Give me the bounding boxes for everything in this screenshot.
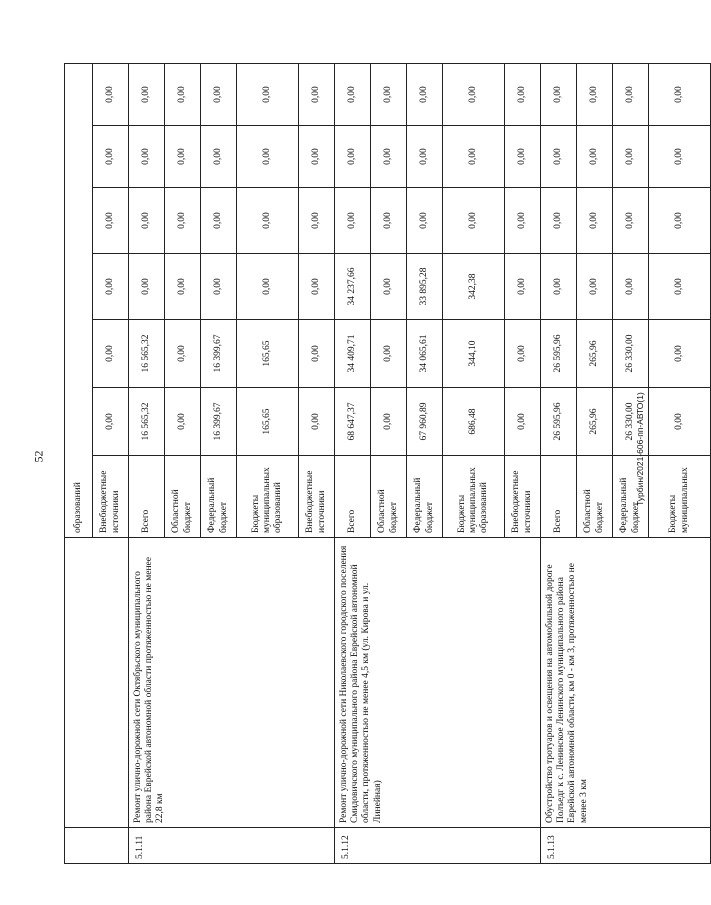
- budget-table: [64, 63, 711, 864]
- amount-cell: 0,00: [577, 64, 613, 126]
- amount-cell: 0,00: [613, 64, 649, 126]
- amount-cell: 16 399,67: [201, 320, 237, 388]
- amount-cell: 0,00: [299, 64, 335, 126]
- amount-cell: 265,96: [577, 388, 613, 456]
- amount-cell: 0,00: [93, 320, 129, 388]
- amount-cell: 0,00: [577, 126, 613, 188]
- amount-cell: 0,00: [371, 126, 407, 188]
- amount-cell: 0,00: [299, 188, 335, 254]
- section-code: 5.1.13: [541, 828, 711, 864]
- amount-cell: 0,00: [649, 64, 711, 126]
- amount-cell: 0,00: [649, 254, 711, 320]
- amount-cell: 0,00: [299, 254, 335, 320]
- amount-cell: 0,00: [407, 126, 443, 188]
- section-code: [65, 828, 129, 864]
- amount-cell: 26 330,00: [613, 320, 649, 388]
- amount-cell: 0,00: [371, 64, 407, 126]
- amount-cell: 0,00: [505, 388, 541, 456]
- amount-cell: 0,00: [165, 320, 201, 388]
- section-code: 5.1.11: [129, 828, 335, 864]
- section-name: [65, 538, 129, 828]
- amount-cell: 0,00: [201, 254, 237, 320]
- amount-cell: 0,00: [505, 126, 541, 188]
- amount-cell: 34 237,66: [335, 254, 371, 320]
- amount-cell: 0,00: [541, 126, 577, 188]
- amount-cell: 0,00: [93, 64, 129, 126]
- funding-source: Всего: [541, 456, 577, 538]
- amount-cell: 0,00: [129, 126, 165, 188]
- funding-source: Всего: [129, 456, 165, 538]
- funding-source: Бюджеты муниципальных: [649, 456, 711, 538]
- table-row: [335, 64, 371, 864]
- amount-cell: 0,00: [505, 64, 541, 126]
- amount-cell: 26 330,00: [613, 388, 649, 456]
- funding-source: Внебюджетные источники: [299, 456, 335, 538]
- amount-cell: 342,38: [443, 254, 505, 320]
- amount-cell: 0,00: [443, 126, 505, 188]
- amount-cell: 0,00: [129, 254, 165, 320]
- amount-cell: 0,00: [613, 254, 649, 320]
- amount-cell: 0,00: [577, 188, 613, 254]
- amount-cell: 0,00: [299, 320, 335, 388]
- amount-cell: 0,00: [613, 126, 649, 188]
- table-row: [65, 64, 93, 864]
- amount-cell: 68 647,37: [335, 388, 371, 456]
- amount-cell: 0,00: [165, 64, 201, 126]
- funding-source: Бюджеты муниципальных образований: [443, 456, 505, 538]
- amount-cell: 0,00: [93, 254, 129, 320]
- amount-cell: 0,00: [371, 320, 407, 388]
- amount-cell: 0,00: [577, 254, 613, 320]
- amount-cell: 34 065,61: [407, 320, 443, 388]
- amount-cell: 0,00: [201, 64, 237, 126]
- amount-cell: 344,10: [443, 320, 505, 388]
- amount-cell: 33 895,28: [407, 254, 443, 320]
- amount-cell: 0,00: [129, 188, 165, 254]
- amount-cell: 0,00: [335, 188, 371, 254]
- amount-cell: 67 960,89: [407, 388, 443, 456]
- amount-cell: 0,00: [505, 254, 541, 320]
- amount-cell: 0,00: [541, 64, 577, 126]
- amount-cell: 0,00: [165, 254, 201, 320]
- amount-cell: 165,65: [237, 320, 299, 388]
- amount-cell: 0,00: [237, 254, 299, 320]
- amount-cell: 0,00: [613, 188, 649, 254]
- section-name: Ремонт улично-дорожной сети Октябрьского муниципального района Еврейской автономной области протяженностью не менее 22,8 км: [129, 538, 335, 828]
- amount-cell: 0,00: [201, 126, 237, 188]
- amount-cell: 0,00: [541, 188, 577, 254]
- amount-cell: 0,00: [443, 188, 505, 254]
- amount-cell: 0,00: [371, 188, 407, 254]
- amount-cell: 0,00: [649, 320, 711, 388]
- amount-cell: 0,00: [165, 388, 201, 456]
- amount-cell: 0,00: [237, 188, 299, 254]
- funding-source: Федеральный бюджет: [407, 456, 443, 538]
- amount-cell: 265,96: [577, 320, 613, 388]
- amount-cell: 0,00: [93, 188, 129, 254]
- amount-cell: 0,00: [649, 388, 711, 456]
- funding-source: Всего: [335, 456, 371, 538]
- amount-cell: 0,00: [505, 188, 541, 254]
- amount-cell: 0,00: [371, 254, 407, 320]
- amount-cell: 0,00: [299, 388, 335, 456]
- section-name: Обустройство тротуаров и освещения на автомобильной дороге Полъедг к с. Ленинское Ленинского муниципального района Еврейской автономной области, км 0 - км 3, протяженностью не менее 3 км: [541, 538, 711, 828]
- amount-cell: 0,00: [371, 388, 407, 456]
- amount-cell: 0,00: [335, 64, 371, 126]
- funding-source: Внебюджетные источники: [93, 456, 129, 538]
- table-row: [129, 64, 165, 864]
- amount-cell: 16 399,67: [201, 388, 237, 456]
- amount-cell: 26 595,96: [541, 320, 577, 388]
- section-name: Ремонт улично-дорожной сети Николаевского городского поселения Смидовичского муниципального района Еврейской автономной области, протяженностью не менее 4,5 км (ул. Кирова и ул. Линейная): [335, 538, 541, 828]
- funding-source: Областной бюджет: [371, 456, 407, 538]
- amount-cell: 0,00: [407, 64, 443, 126]
- amount-cell: 0,00: [649, 126, 711, 188]
- amount-cell: 165,65: [237, 388, 299, 456]
- amount-cell: 686,48: [443, 388, 505, 456]
- footer-text: Турбин/2021-606-пп-АВТО(1): [635, 392, 645, 506]
- amount-cell: 0,00: [165, 188, 201, 254]
- funding-source: образований: [65, 64, 93, 538]
- amount-cell: 0,00: [541, 254, 577, 320]
- funding-source: Областной бюджет: [165, 456, 201, 538]
- funding-source: Федеральный бюджет: [613, 456, 649, 538]
- section-code: 5.1.12: [335, 828, 541, 864]
- amount-cell: 0,00: [335, 126, 371, 188]
- amount-cell: 26 595,96: [541, 388, 577, 456]
- funding-source: Областной бюджет: [577, 456, 613, 538]
- amount-cell: 0,00: [93, 126, 129, 188]
- page-number: 52: [31, 450, 46, 463]
- amount-cell: 16 565,32: [129, 320, 165, 388]
- funding-source: Федеральный бюджет: [201, 456, 237, 538]
- table-row: [541, 64, 577, 864]
- amount-cell: 0,00: [443, 64, 505, 126]
- amount-cell: 0,00: [129, 64, 165, 126]
- amount-cell: 0,00: [237, 126, 299, 188]
- funding-source: Внебюджетные источники: [505, 456, 541, 538]
- amount-cell: 34 409,71: [335, 320, 371, 388]
- amount-cell: 0,00: [237, 64, 299, 126]
- amount-cell: 0,00: [505, 320, 541, 388]
- amount-cell: 16 565,32: [129, 388, 165, 456]
- amount-cell: 0,00: [165, 126, 201, 188]
- amount-cell: 0,00: [649, 188, 711, 254]
- amount-cell: 0,00: [93, 388, 129, 456]
- amount-cell: 0,00: [299, 126, 335, 188]
- table-body: [65, 64, 711, 864]
- funding-source: Бюджеты муниципальных образований: [237, 456, 299, 538]
- amount-cell: 0,00: [407, 188, 443, 254]
- amount-cell: 0,00: [201, 188, 237, 254]
